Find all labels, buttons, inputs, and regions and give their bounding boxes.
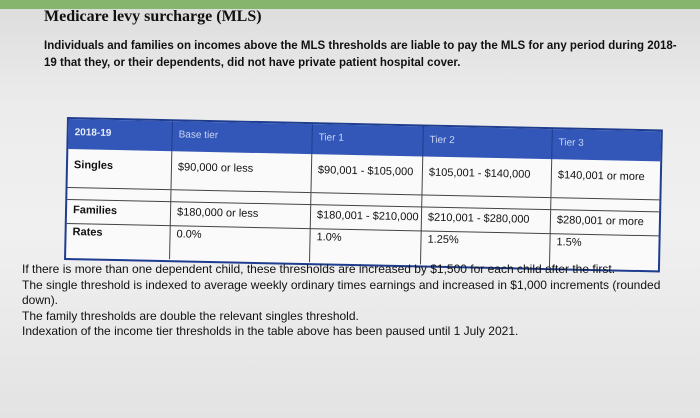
header-cell-tier-1: Tier 1 (311, 124, 423, 156)
page-title: Medicare levy surcharge (MLS) (44, 8, 262, 25)
table-cell: $180,000 or less (170, 202, 310, 229)
table-cell: $90,001 - $105,000 (310, 154, 422, 194)
note-indexation-paused: Indexation of the income tier thresholds in the table above has been paused until 1 July 2021. (22, 324, 519, 338)
row-label-families: Families (72, 204, 118, 218)
row-label-rates: Rates (72, 226, 103, 239)
table-cell: $90,000 or less (171, 151, 312, 192)
header-cell-year: 2018-19 (74, 127, 112, 139)
table-cell: $180,001 - $210,000 (310, 205, 421, 231)
note-dependent-child: If there is more than one dependent child, these thresholds are increased by $1,500 for each child after the first. (22, 262, 616, 276)
notes-section (22, 262, 682, 340)
mls-threshold-table (64, 117, 663, 272)
table-cell: 1.5% (549, 234, 659, 269)
table-cell: $105,001 - $140,000 (421, 156, 551, 197)
header-cell-tier-3: Tier 3 (551, 129, 661, 161)
table-cell: 1.25% (420, 231, 550, 267)
note-family-threshold: The family thresholds are double the relevant singles threshold. (22, 308, 359, 323)
intro-paragraph: Individuals and families on incomes above the MLS thresholds are liable to pay the MLS for any period during 2018-19 that they, or their dependents, did not have private patient hospital cover. (44, 40, 677, 69)
header-cell-base-tier: Base tier (171, 121, 312, 154)
table-cell: 1.0% (309, 229, 421, 264)
table-cell: 0.0% (169, 226, 310, 262)
table-cell: $210,001 - $280,000 (421, 207, 550, 234)
note-single-threshold: The single threshold is indexed to average weekly ordinary times earnings and increased in $1,000 increments (rounded down). (22, 277, 661, 307)
row-label-singles: Singles (73, 159, 114, 172)
table-cell: $280,001 or more (550, 210, 659, 236)
table-cell: $140,001 or more (550, 159, 660, 199)
header-cell-tier-2: Tier 2 (422, 126, 552, 159)
